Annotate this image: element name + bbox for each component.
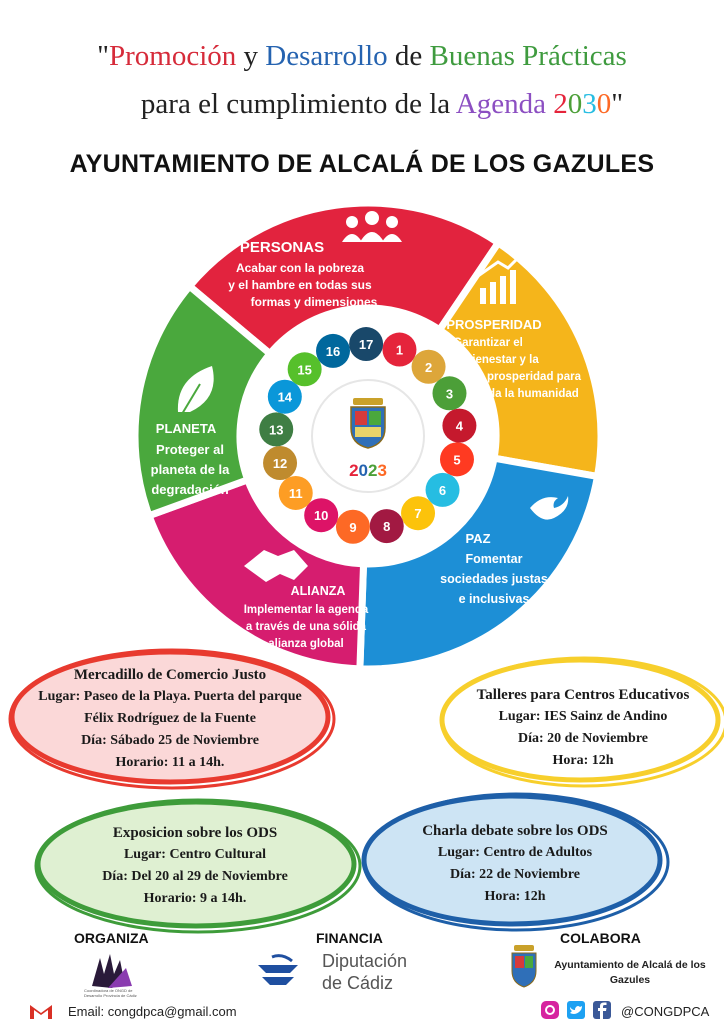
colabora-label: COLABORA	[560, 930, 641, 946]
sdg-number-label: 7	[414, 506, 422, 522]
sdg-number-label: 11	[288, 485, 303, 501]
sdg-number-label: 16	[325, 343, 341, 359]
organiza-logo	[82, 950, 134, 990]
diputacion-logo	[258, 956, 298, 985]
event-date: Día: Del 20 al 29 de Noviembre	[102, 869, 288, 884]
event-place: Lugar: Paseo de la Playa. Puerta del parque	[38, 689, 302, 704]
svg-text:PROSPERIDAD: PROSPERIDAD	[446, 317, 542, 332]
ayuntamiento-shield-icon	[512, 945, 536, 987]
organiza-label: ORGANIZA	[74, 930, 149, 946]
event-date: Día: Sábado 25 de Noviembre	[81, 733, 259, 748]
event-time: Horario: 9 a 14h.	[143, 891, 247, 906]
svg-text:Implementar la agenda: Implementar la agenda	[243, 604, 369, 616]
event-place: Lugar: Centro de Adultos	[437, 845, 593, 860]
event-exposicion	[50, 822, 340, 910]
event-place: Lugar: Centro Cultural	[123, 847, 267, 862]
svg-text:sociedades justas: sociedades justas	[440, 572, 548, 586]
sdg-number-label: 3	[445, 386, 454, 402]
sdg-number-label: 12	[272, 455, 288, 471]
event-title: Charla debate sobre los ODS	[422, 823, 608, 839]
svg-text:prosperidad para: prosperidad para	[487, 371, 581, 383]
event-place-2: Félix Rodríguez de la Fuente	[84, 711, 256, 726]
center-year: 2023	[349, 461, 387, 480]
organiza-caption: Coordinadora de ONGD de Desarrollo Provincia de Cádiz	[84, 988, 137, 998]
sdg-number-label: 15	[297, 362, 312, 378]
svg-text:Garantizar el: Garantizar el	[453, 337, 523, 349]
page-title: AYUNTAMIENTO DE ALCALÁ DE LOS GAZULES	[69, 150, 655, 178]
sdg-number-label: 17	[358, 337, 374, 353]
svg-text:Proteger al: Proteger al	[156, 442, 224, 457]
svg-text:PLANETA: PLANETA	[155, 421, 217, 436]
event-title: Talleres para Centros Educativos	[476, 687, 690, 703]
svg-text:planeta de la: planeta de la	[150, 462, 230, 477]
svg-text:bienestar y la: bienestar y la	[465, 354, 539, 366]
svg-text:PAZ: PAZ	[465, 531, 491, 546]
event-place: Lugar: IES Sainz de Andino	[498, 709, 668, 724]
svg-text:a través de una sólida: a través de una sólida	[245, 621, 367, 633]
sdg-number-label: 8	[383, 519, 391, 535]
sdg-number-label: 4	[455, 418, 464, 434]
svg-text:toda la humanidad: toda la humanidad	[477, 388, 579, 400]
event-mercadillo	[20, 664, 320, 774]
sdg-number-label: 1	[395, 342, 404, 358]
social-handle[interactable]: @CONGDPCA	[621, 1004, 710, 1019]
event-date: Día: 22 de Noviembre	[450, 867, 580, 882]
facebook-icon	[593, 1001, 611, 1019]
event-title: Mercadillo de Comercio Justo	[73, 667, 267, 683]
svg-text:ALIANZA: ALIANZA	[290, 584, 346, 598]
sdg-number-label: 5	[453, 452, 461, 468]
sdg-number-label: 10	[313, 508, 329, 524]
svg-text:e inclusivas: e inclusivas	[458, 592, 530, 606]
sdg-number-label: 6	[438, 482, 447, 498]
event-time: Horario: 11 a 14h.	[115, 755, 225, 770]
header-line-2: para el cumplimiento de la Agenda 2030"	[140, 88, 624, 120]
event-date: Día: 20 de Noviembre	[518, 731, 648, 746]
svg-text:degradación: degradación	[151, 482, 229, 497]
event-charla	[380, 820, 650, 908]
event-title: Exposicion sobre los ODS	[112, 825, 278, 841]
event-talleres	[448, 684, 718, 772]
header-line-1: "Promoción y Desarrollo de Buenas Prácticas	[97, 40, 627, 72]
email-text[interactable]: Email: congdpca@gmail.com	[68, 1004, 237, 1019]
instagram-icon	[541, 1001, 559, 1019]
svg-text:formas y dimensiones: formas y dimensiones	[250, 295, 378, 309]
sdg-number-label: 9	[349, 519, 357, 535]
sdg-number-label: 13	[269, 422, 284, 438]
event-time: Hora: 12h	[552, 753, 614, 768]
diputacion-name: Diputación de Cádiz	[322, 951, 408, 993]
event-time: Hora: 12h	[484, 889, 546, 904]
svg-text:Acabar con la pobreza: Acabar con la pobreza	[235, 261, 365, 275]
sdg-number-label: 14	[277, 389, 293, 405]
sdg-number-label: 2	[424, 359, 433, 375]
svg-text:alianza global: alianza global	[268, 638, 344, 650]
financia-label: FINANCIA	[316, 930, 383, 946]
personas-title: PERSONAS	[239, 239, 325, 256]
svg-text:y el hambre en todas sus: y el hambre en todas sus	[228, 278, 372, 292]
gmail-icon	[30, 1005, 52, 1019]
svg-text:Fomentar: Fomentar	[465, 552, 523, 566]
twitter-icon	[567, 1001, 585, 1019]
ayuntamiento-name: Ayuntamiento de Alcalá de los Gazules	[554, 959, 706, 986]
